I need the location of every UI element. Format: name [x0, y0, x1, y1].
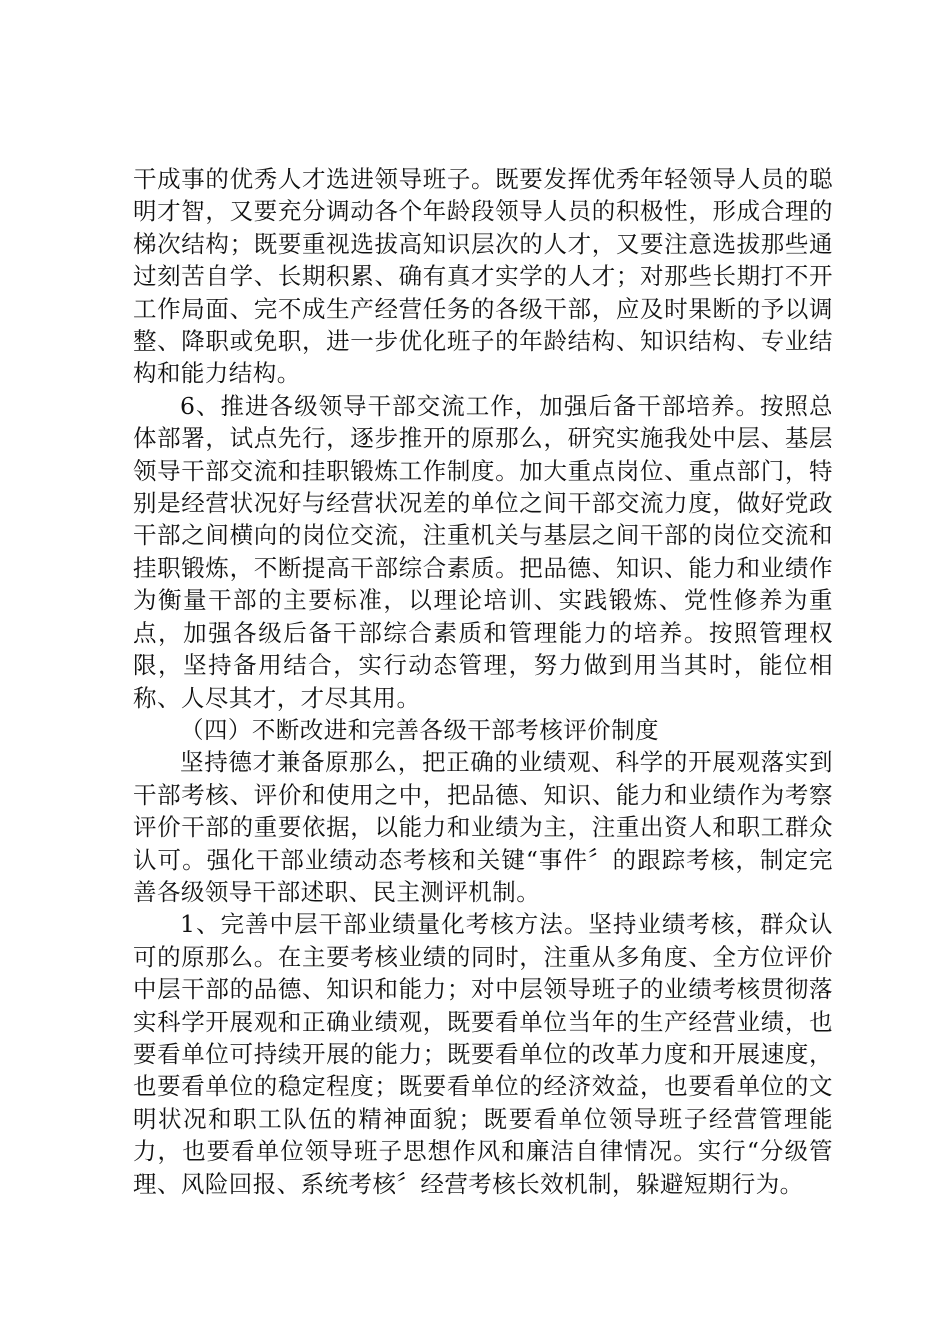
paragraph-section-intro: 坚持德才兼备原那么，把正确的业绩观、科学的开展观落实到干部考核、评价和使用之中，把品德、知识、能力和业绩作为考察评价干部的重要依据，以能力和业绩为主，注重出资人和职工群众认可。强化干部业绩动态考核和关键“事件〞的跟踪考核，制定完善各级领导干部述职、民主测评机制。: [133, 748, 833, 906]
section-heading-4: （四）不断改进和完善各级干部考核评价制度: [180, 715, 659, 744]
paragraph-item-1: 1、完善中层干部业绩量化考核方法。坚持业绩考核，群众认可的原那么。在主要考核业绩的同时，注重从多角度、全方位评价中层干部的品德、知识和能力；对中层领导班子的业绩考核贯彻落实科学开展观和正确业绩观，既要看单位当年的生产经营业绩，也要看单位可持续开展的能力；既要看单位的改革力度和开展速度，也要看单位的稳定程度；既要看单位的经济效益，也要看单位的文明状况和职工队伍的精神面貌；既要看单位领导班子经营管理能力，也要看单位领导班子思想作风和廉洁自律情况。实行“分级管理、风险回报、系统考核〞经营考核长效机制，躲避短期行为。: [133, 910, 833, 1198]
paragraph-continuation: 干成事的优秀人才选进领导班子。既要发挥优秀年轻领导人员的聪明才智，又要充分调动各个年龄段领导人员的积极性，形成合理的梯次结构；既要重视选拔高知识层次的人才，又要注意选拔那些通过刻苦自学、长期积累、确有真才实学的人才；对那些长期打不开工作局面、完不成生产经营任务的各级干部，应及时果断的予以调整、降职或免职，进一步优化班子的年龄结构、知识结构、专业结构和能力结构。: [133, 165, 833, 388]
document-body: [133, 163, 833, 1200]
paragraph-item-6: 6、推进各级领导干部交流工作，加强后备干部培养。按照总体部署，试点先行，逐步推开的原那么，研究实施我处中层、基层领导干部交流和挂职锻炼工作制度。加大重点岗位、重点部门，特别是经营状况好与经营状况差的单位之间干部交流力度，做好党政干部之间横向的岗位交流，注重机关与基层之间干部的岗位交流和挂职锻炼，不断提高干部综合素质。把品德、知识、能力和业绩作为衡量干部的主要标准，以理论培训、实践锻炼、党性修养为重点，加强各级后备干部综合素质和管理能力的培养。按照管理权限，坚持备用结合，实行动态管理，努力做到用当其时，能位相称、人尽其才，才尽其用。: [133, 391, 833, 712]
